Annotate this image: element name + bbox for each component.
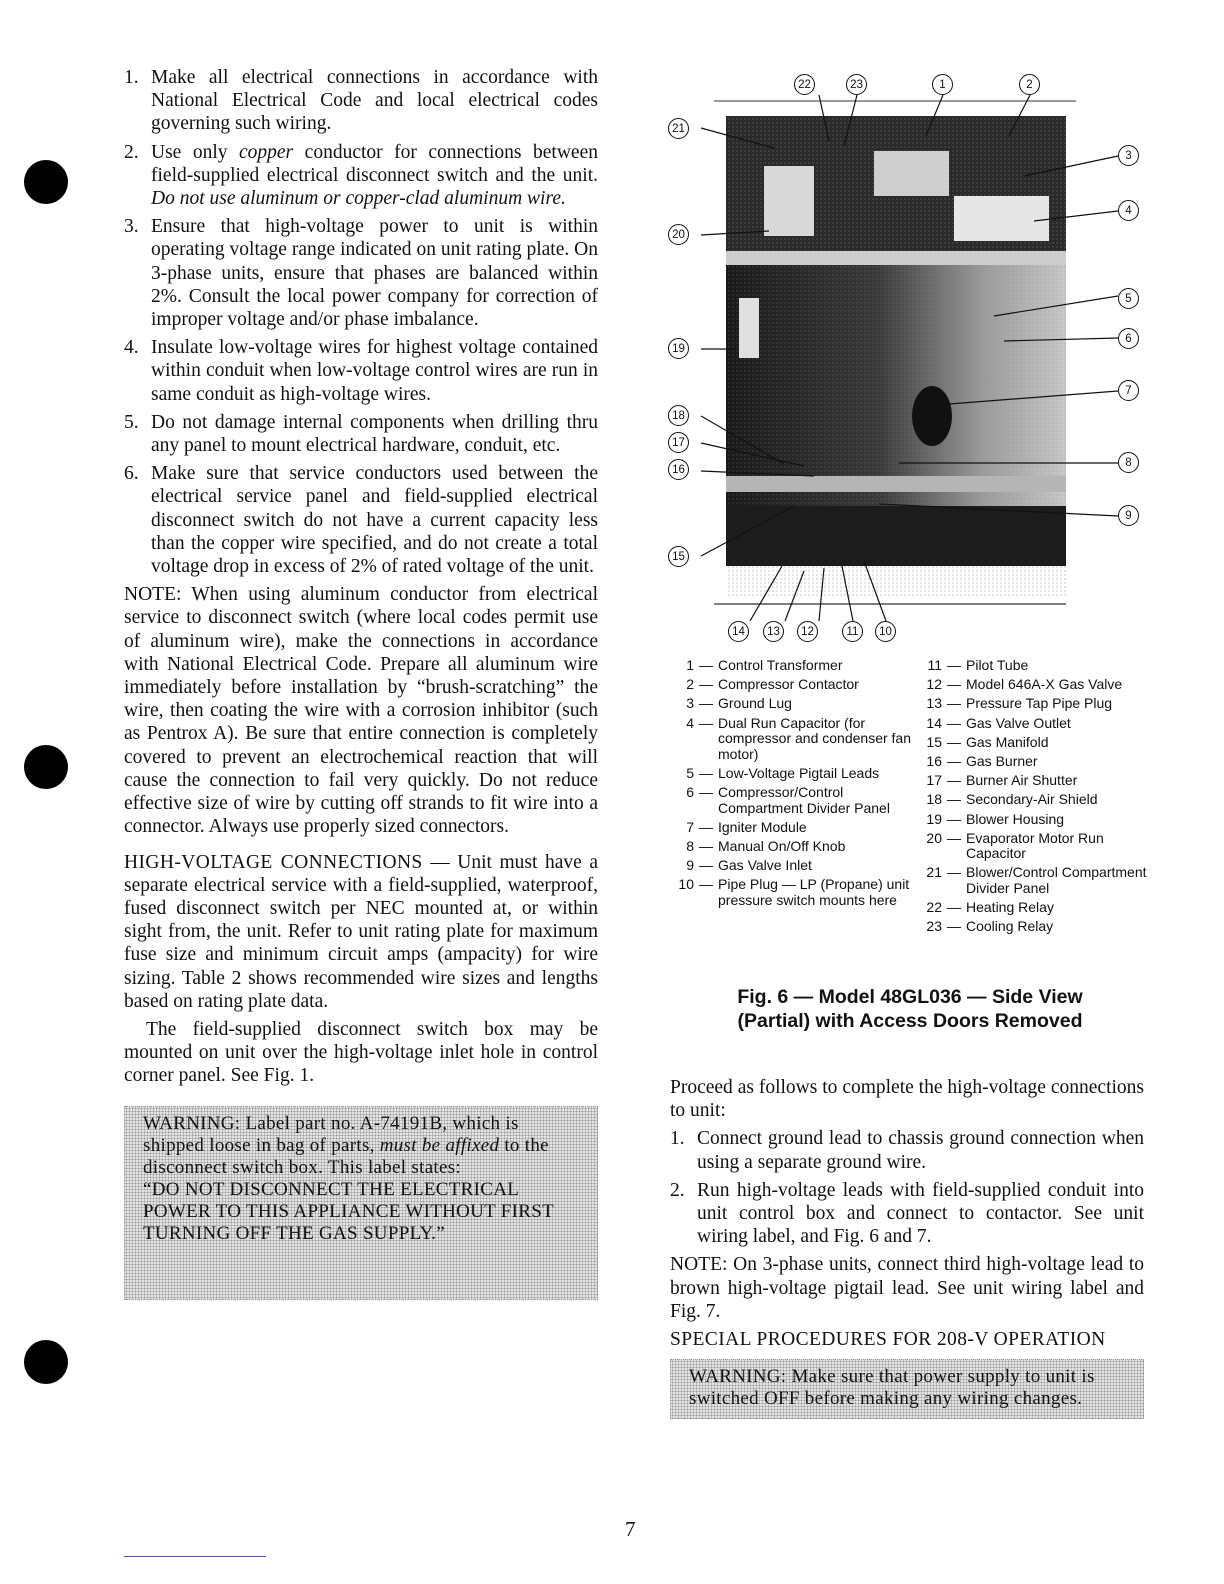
callout-20: 20	[668, 224, 689, 245]
figure-caption: Fig. 6 — Model 48GL036 — Side View (Partial) with Access Doors Removed	[737, 986, 1083, 1032]
special-procedures-heading: SPECIAL PROCEDURES FOR 208-V OPERATION	[670, 1329, 1106, 1351]
step-item: 1. Make all electrical connections in accordance with National Electrical Code and local electrical codes governing such wiring.	[124, 67, 598, 135]
right-column	[670, 1076, 1144, 1419]
callout-9: 9	[1118, 505, 1139, 526]
punch-hole-top	[24, 160, 68, 204]
footer-rule	[124, 1556, 266, 1557]
callout-18: 18	[668, 405, 689, 426]
callout-12: 12	[797, 621, 818, 642]
legend-item: 7 — Igniter Module	[686, 818, 807, 835]
legend-item: 14 — Gas Valve Outlet	[926, 714, 1071, 731]
callout-16: 16	[668, 459, 689, 480]
legend-item: 16 — Gas Burner	[926, 752, 1038, 769]
callout-19: 19	[668, 338, 689, 359]
step-item: 5. Do not damage internal components when drilling thru any panel to mount electrical hardware, conduit, etc.	[124, 411, 598, 457]
electrical-connection-steps	[124, 66, 598, 578]
legend-item: 5 — Low-Voltage Pigtail Leads	[686, 764, 880, 781]
callout-3: 3	[1118, 145, 1139, 166]
hv-connections-paragraph: HIGH-VOLTAGE CONNECTIONS — Unit must have a separate electrical service with a field-supplied, waterproof, fused disconnect switch per NEC mounted at, or within sight from, the unit. Refer to unit rating plate for maximum fuse size and minimum circuit amps (ampacity) for wire sizing. Table 2 shows recommended wire sizes and lengths based on rating plate data.	[124, 851, 598, 1012]
high-voltage-steps	[670, 1127, 1144, 1248]
step-item: 2. Use only copper conductor for connections between field-supplied electrical disconnect switch and the unit. Do not use aluminum or copper-clad aluminum wire.	[124, 141, 598, 210]
disconnect-paragraph: The field-supplied disconnect switch box may be mounted on unit over the high-voltage inlet hole in control corner panel. See Fig. 1.	[124, 1018, 598, 1087]
legend-item: 21 — Blower/Control Compartment Divider Panel	[926, 864, 1147, 897]
punch-hole-bottom	[24, 1340, 68, 1384]
legend-item: 19 — Blower Housing	[926, 810, 1065, 827]
legend-item: 1 — Control Transformer	[686, 657, 843, 673]
left-column	[124, 66, 598, 1300]
legend-item: 13 — Pressure Tap Pipe Plug	[926, 695, 1113, 712]
callout-8: 8	[1118, 452, 1139, 473]
callout-6: 6	[1118, 328, 1139, 349]
callout-17: 17	[668, 432, 689, 453]
legend-item: 6 — Compressor/Control Compartment Divider Panel	[686, 784, 890, 816]
legend-item: 10 — Pipe Plug — LP (Propane) unit pressure switch mounts here	[678, 876, 910, 909]
step-item: 1. Connect ground lead to chassis ground connection when using a separate ground wire.	[670, 1128, 1144, 1173]
callout-4: 4	[1118, 200, 1139, 221]
callout-10: 10	[875, 621, 896, 642]
callout-1: 1	[932, 74, 953, 95]
legend-item: 3 — Ground Lug	[686, 695, 792, 712]
callout-7: 7	[1118, 380, 1139, 401]
legend-item: 4 — Dual Run Capacitor (for compressor and condenser fan motor)	[686, 714, 911, 762]
legend-item: 11 — Pilot Tube	[927, 657, 1029, 673]
legend-item: 20 — Evaporator Motor Run Capacitor	[926, 829, 1104, 862]
warning-quote: “DO NOT DISCONNECT THE ELECTRICAL POWER TO THIS APPLIANCE WITHOUT FIRST TURNING OFF THE GAS SUPPLY.”	[143, 1178, 554, 1244]
legend-item: 17 — Burner Air Shutter	[926, 772, 1078, 789]
legend-item: 15 — Gas Manifold	[926, 733, 1049, 750]
legend-item: 12 — Model 646A-X Gas Valve	[926, 676, 1123, 693]
callout-13: 13	[763, 621, 784, 642]
proceed-intro: Proceed as follows to complete the high-voltage connections to unit:	[670, 1077, 1144, 1122]
callout-11: 11	[842, 621, 863, 642]
aluminum-note: NOTE: When using aluminum conductor from electrical service to disconnect switch (where local codes permit use of aluminum wire), make the connections in accordance with National Electrical Code. Prepare all aluminum wire immediately before installation by “brush-scratching” the wire, then coating the wire with a corrosion inhibitor (such as Pentrox A). Be sure that entire connection is completely covered to prevent an electrochemical reaction that will cause the connection to fail very quickly. Do not reduce effective size of wire by cutting off strands to fit wire into a connector. Always use properly sized connectors.	[124, 584, 598, 838]
legend-item: 9 — Gas Valve Inlet	[686, 857, 812, 874]
three-phase-note: NOTE: On 3-phase units, connect third high-voltage lead to brown high-voltage pigtail lead. See unit wiring label and Fig. 7.	[670, 1254, 1144, 1322]
legend-column-left	[672, 658, 912, 912]
step-item: 4. Insulate low-voltage wires for highest voltage contained within conduit when low-voltage control wires are run in same conduit as high-voltage wires.	[124, 337, 598, 405]
callout-22: 22	[794, 74, 815, 95]
step-item: 3. Ensure that high-voltage power to unit is within operating voltage range indicated on unit rating plate. On 3-phase units, ensure that phases are balanced within 2%. Consult the local power company for correction of improper voltage and/or phase imbalance.	[124, 216, 598, 331]
callout-5: 5	[1118, 288, 1139, 309]
legend-item: 23 — Cooling Relay	[926, 918, 1054, 935]
page-number: 7	[625, 1517, 636, 1541]
callout-15: 15	[668, 546, 689, 567]
warning-label-box: WARNING: Label part no. A-74191B, which is shipped loose in bag of parts, must be affixed to the disconnect switch box. This label states: “DO NOT DISCONNECT THE ELECTRICAL POWER TO THIS APPLIANCE WITHOUT FIRST TURNING OFF THE GAS SUPPLY.”	[124, 1106, 598, 1300]
unit-side-view-photo	[664, 66, 1148, 651]
warning-power-box: WARNING: Make sure that power supply to unit is switched OFF before making any wiring changes.	[670, 1359, 1144, 1419]
step-item: 2. Run high-voltage leads with field-supplied conduit into unit control box and connect to contactor. See unit wiring label, and Fig. 6 and 7.	[670, 1179, 1144, 1248]
figure-6-photo	[664, 66, 1148, 651]
legend-item: 2 — Compressor Contactor	[686, 676, 859, 693]
callout-14: 14	[728, 621, 749, 642]
punch-hole-middle	[24, 745, 68, 789]
callout-2: 2	[1019, 74, 1040, 95]
legend-item: 22 — Heating Relay	[926, 899, 1054, 916]
hv-heading: HIGH-VOLTAGE CONNECTIONS	[124, 851, 423, 873]
callout-21: 21	[668, 118, 689, 139]
step-item: 6. Make sure that service conductors used between the electrical service panel and field-supplied electrical disconnect switch do not have a current capacity less than the copper wire specified, and do not create a total voltage drop in excess of 2% of rated voltage of the unit.	[124, 463, 598, 578]
legend-item: 18 — Secondary-Air Shield	[926, 791, 1098, 808]
callout-23: 23	[846, 74, 867, 95]
legend-column-right	[920, 658, 1160, 939]
legend-item: 8 — Manual On/Off Knob	[686, 838, 846, 855]
